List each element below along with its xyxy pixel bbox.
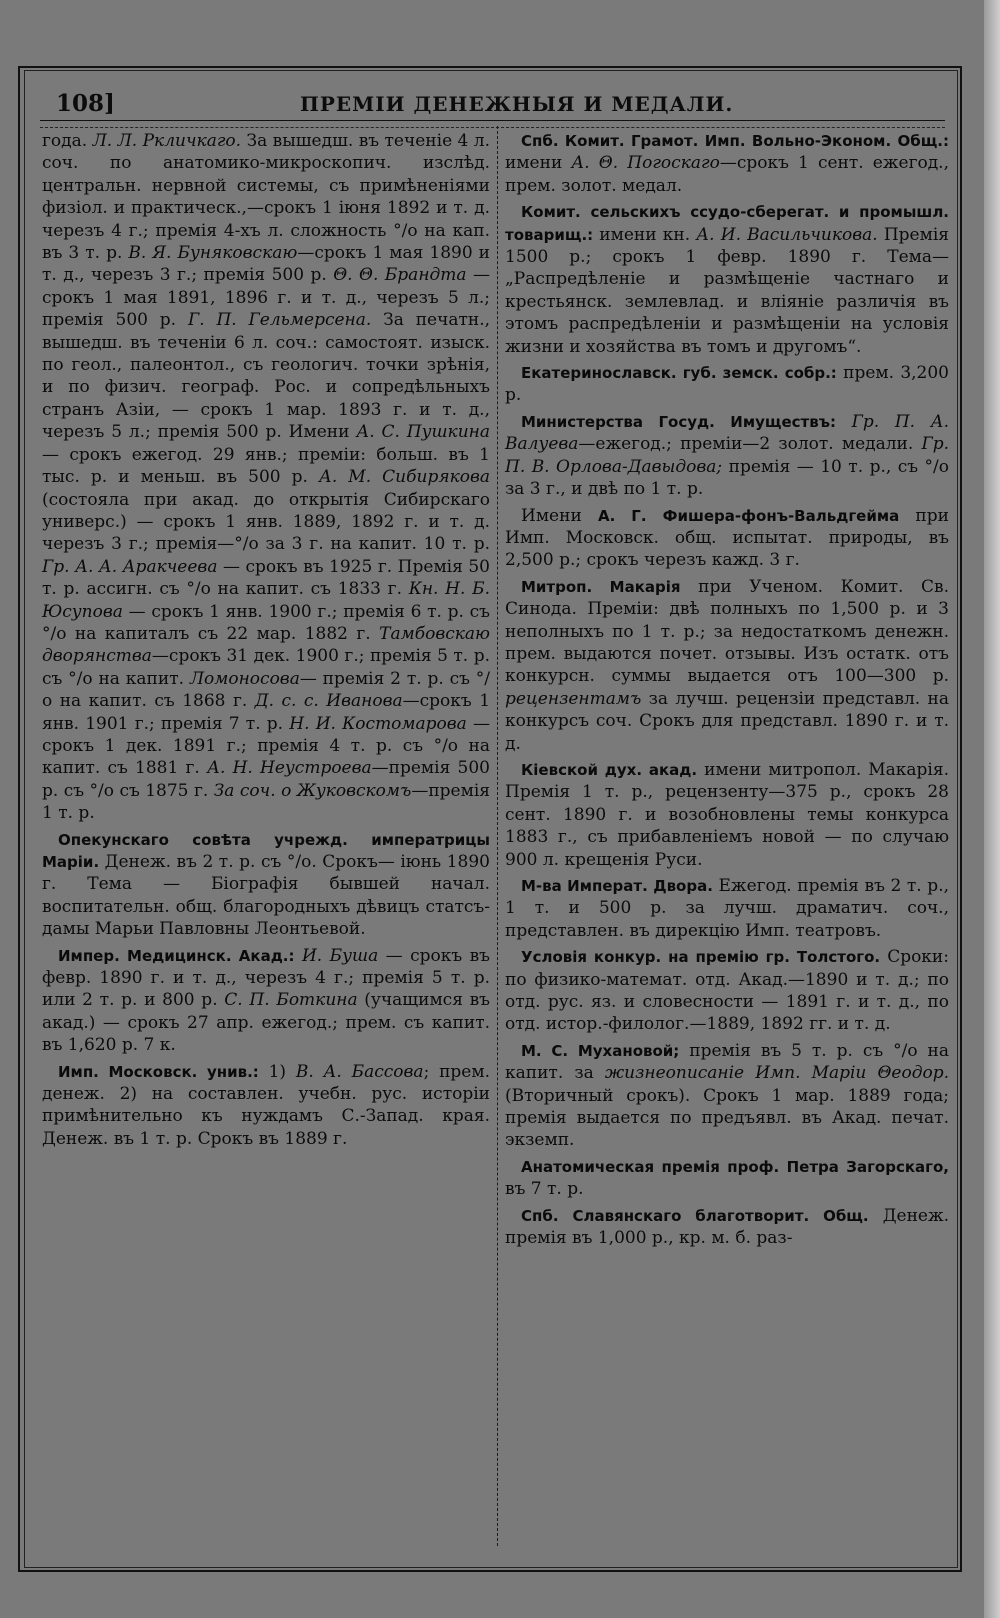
person-name: И. Буша <box>301 945 379 966</box>
person-name: Θ. Θ. Брандта <box>333 265 467 286</box>
person-name: жизнеописаніе Имп. Маріи Θеодор. <box>604 1063 949 1084</box>
person-name: А. С. Пушкина <box>356 422 490 443</box>
paragraph <box>505 576 949 755</box>
entry-heading: Имп. Московск. унив.: <box>58 1062 259 1081</box>
entry-text: — срокъ ежегод. 29 янв.; преміи: больш. въ 1 тыс. р. и меньш. въ 500 р. <box>42 444 490 488</box>
entry-text: ; прем. денеж. 2) на составлен. учебн. рус. исторіи примѣнительно къ нуждамъ С.-Запад. края. Денеж. въ 1 т. р. Срокъ въ 1889 г. <box>42 1061 490 1149</box>
paragraph <box>505 201 949 358</box>
page-number: 108] <box>56 90 115 117</box>
paragraph <box>505 1040 949 1152</box>
person-name: Гр. П. А. Валуева <box>505 411 950 455</box>
person-name: Гр. А. А. Аракчеева <box>42 556 218 577</box>
person-name: А. М. Сибирякова <box>318 467 490 488</box>
entry-text: —премія 1 т. р. <box>42 780 490 824</box>
entry-heading: Екатеринославск. губ. земск. собр.: <box>521 364 837 383</box>
entry-text: прем. 3,200 р. <box>505 363 949 406</box>
entry-text: Денеж. премія въ 1,000 р., кр. м. б. раз- <box>505 1205 950 1249</box>
person-name: Кн. Н. Б. Юсупова <box>42 579 490 622</box>
entry-text: —срокъ 1 мая 1890 и т. д., черезъ 3 г.; премія 500 р. <box>42 243 491 286</box>
right-column <box>505 130 949 1254</box>
entry-text: премія — 10 т. р., съ °/о за 3 г., и двѣ по 1 т. р. <box>505 456 949 500</box>
person-name: Д. с. с. Иванова <box>254 691 403 712</box>
paragraph <box>505 1156 949 1201</box>
paragraph <box>505 946 949 1036</box>
running-title: ПРЕМІИ ДЕНЕЖНЫЯ И МЕДАЛИ. <box>300 92 734 116</box>
entry-heading: Министерства Госуд. Имуществъ: <box>521 412 836 431</box>
entry-text: —премія 500 р. съ °/о съ 1875 г. <box>42 758 490 801</box>
entry-heading: Импер. Медицинск. Акад.: <box>58 946 295 965</box>
paragraph <box>42 1061 490 1151</box>
paragraph <box>42 945 490 1057</box>
entry-text: при Ученом. Комит. Св. Синода. Преміи: двѣ полныхъ по 1,500 р. и 3 неполныхъ по 1 т. р.; за недостаткомъ денежн. прем. выдаются почет. отзывы. Изъ остатк. отъ конкурсн. суммы выдается отъ 100—300 р. <box>505 576 950 687</box>
header-rule <box>40 120 945 128</box>
entry-text: — срокъ 1 мая 1891, 1896 г. и т. д., черезъ 5 л.; премія 500 р. <box>42 265 490 331</box>
entry-text: (Вторичный срокъ). Срокъ 1 мар. 1889 года; премія выдается по предъявл. въ Акад. печат. экземп. <box>505 1085 949 1151</box>
paragraph <box>505 411 949 501</box>
entry-text: Сроки: по физико-математ. отд. Акад.—1890 и т. д.; по отд. рус. яз. и словесности — 1891 г. и т. д., по отд. истор.-филолог.—1889, 1892 гг. и т. д. <box>505 947 949 1035</box>
entry-text: —срокъ 1 янв. 1901 г.; премія 7 т. р. <box>42 691 491 734</box>
entry-text: — премія 2 т. р. съ °/о на капит. съ 1868 г. <box>42 668 490 712</box>
person-name: Тамбовскаю дворянства <box>42 623 490 667</box>
paragraph <box>505 1205 949 1250</box>
entry-heading: Кіевской дух. акад. <box>521 760 698 779</box>
entry-text: за лучш. рецензіи представл. на конкурсъ соч. Срокъ для представл. 1890 г. и т. д. <box>505 688 949 754</box>
entry-text: Ежегод. премія въ 2 т. р., 1 т. и 500 р. за лучш. драматич. соч., представлен. въ дирекцію Имп. театровъ. <box>505 876 949 941</box>
person-name: С. П. Боткина <box>224 990 358 1011</box>
paragraph <box>505 759 949 871</box>
person-name: В. Я. Буняковскаю <box>128 243 298 264</box>
person-name: Ломоносова <box>189 668 300 689</box>
entry-text: имени митропол. Макарія. Премія 1 т. р., рецензенту—375 р., срокъ 28 сент. 1890 г. и возобновлены темы конкурса 1883 г., съ прибавленіемъ новой — по случаю 900 л. крещенія Руси. <box>505 759 949 870</box>
entry-heading: М. С. Мухановой; <box>521 1041 680 1060</box>
left-column <box>42 130 490 1154</box>
entry-text: Имени <box>521 505 598 526</box>
person-name: А. Θ. Погоскаго <box>571 153 720 174</box>
entry-text: при Имп. Московск. общ. испытат. природы, въ 2,500 р.; срокъ черезъ кажд. 3 г. <box>505 505 949 571</box>
entry-heading: Спб. Славянскаго благотворит. Общ. <box>521 1206 869 1225</box>
person-name: А. И. Васильчикова. <box>696 224 878 245</box>
entry-heading: Условія конкур. на премію гр. Толстого. <box>521 948 881 967</box>
entry-text: — срокъ въ февр. 1890 г. и т. д., черезъ 4 г.; премія 5 т. р. или 2 т. р. и 800 р. <box>42 945 490 1011</box>
entry-text: въ 7 т. р. <box>505 1179 584 1200</box>
entry-text: премія въ 5 т. р. съ °/о на капит. за <box>505 1040 949 1084</box>
entry-text <box>836 412 852 432</box>
entry-text: —срокъ 31 дек. 1900 г.; премія 5 т. р. съ °/о на капит. <box>42 646 490 689</box>
paragraph <box>505 362 949 407</box>
entry-text: — срокъ 1 дек. 1891 г.; премія 4 т. р. съ °/о на капит. съ 1881 г. <box>42 713 490 779</box>
entry-heading: Комит. сельскихъ ссудо-сберегат. и промышл. товарищ.: <box>505 203 949 244</box>
entry-text: — срокъ 1 янв. 1900 г.; премія 6 т. р. съ °/о на капиталъ съ 22 мар. 1882 г. <box>42 601 490 644</box>
entry-text: (учащимся въ акад.) — срокъ 27 апр. ежегод.; прем. съ капит. въ 1,620 р. 7 к. <box>42 990 490 1056</box>
person-name: Гр. П. В. Орлова-Давыдова; <box>505 434 949 477</box>
person-name: Н. И. Костомарова <box>289 713 467 734</box>
paragraph <box>505 130 949 197</box>
entry-heading: М-ва Императ. Двора. <box>521 877 713 895</box>
entry-text <box>295 946 302 966</box>
entry-text: —ежегод.; преміи—2 золот. медали. <box>578 434 922 455</box>
entry-heading: А. Г. Фишера-фонъ-Вальдгейма <box>597 506 900 525</box>
entry-heading: Спб. Комит. Грамот. Имп. Вольно-Эконом. Общ.: <box>521 132 949 150</box>
entry-text: (состояла при акад. до открытія Сибирскаго универс.) — срокъ 1 янв. 1889, 1892 г. и т. д. черезъ 3 г.; премія—°/о за 3 г. на капит. 10 т. р. <box>42 489 490 555</box>
running-header <box>40 84 950 120</box>
paragraph <box>42 130 490 825</box>
entry-text: Денеж. въ 2 т. р. съ °/о. Срокъ— іюнь 1890 г. Тема — Біографія бывшей начал. воспитательн. общ. благородныхъ дѣвицъ статсъ-дамы Марьи Павловны Леонтьевой. <box>42 852 490 940</box>
entry-text: —срокъ 1 сент. ежегод., прем. золот. медал. <box>505 153 949 196</box>
paragraph <box>42 829 490 941</box>
entry-text: Премія 1500 р.; срокъ 1 февр. 1890 г. Тема—„Распредѣленіе и размѣщеніе частнаго и крестьянск. землевлад. и вліяніе различія въ этомъ распредѣленіи и размѣщеніи на условія жизни и хозяйства въ томъ и другомъ“. <box>505 224 949 357</box>
column-divider <box>497 126 498 1546</box>
entry-text: имени <box>505 153 572 174</box>
person-name: Г. П. Гельмерсена. <box>187 310 372 331</box>
entry-text: 1) <box>258 1061 296 1082</box>
paragraph <box>505 875 949 942</box>
entry-heading: Опекунскаго совѣта учрежд. императрицы Маріи. <box>42 830 490 871</box>
entry-text: За вышедш. въ теченіе 4 л. соч. по анатомико-микроскопич. изслѣд. центральн. нервной системы, съ примѣненіями физіол. и практическ.,—срокъ 1 іюня 1892 и т. д. черезъ 4 г.; премія 4-хъ л. сложность °/о на кап. въ 3 т. р. <box>42 131 490 264</box>
entry-text: За печатн., вышедш. въ теченіи 6 л. соч.: самостоят. изыск. по геол., палеонтол., съ геологич. точки зрѣнія, и по физич. географ. Рос. и сопредѣльныхъ странъ Азіи, — срокъ 1 мар. 1893 г. и т. д., черезъ 5 л.; премія 500 р. Имени <box>42 310 491 443</box>
entry-text: имени кн. <box>593 224 697 245</box>
entry-text: года. <box>42 131 93 151</box>
person-name: За соч. о Жуковскомъ <box>213 780 412 801</box>
entry-text: — срокъ въ 1925 г. Премія 50 т. р. ассигн. съ °/о на капит. съ 1833 г. <box>42 556 490 600</box>
paragraph <box>505 505 949 572</box>
entry-heading: Анатомическая премія проф. Петра Загорскаго, <box>521 1157 949 1176</box>
person-name: Л. Л. Ркличкаго. <box>92 131 242 151</box>
person-name: В. А. Бассова <box>295 1061 424 1082</box>
page-edge <box>984 0 1000 1618</box>
person-name: рецензентамъ <box>505 688 642 709</box>
person-name: А. Н. Неустроева <box>207 758 372 779</box>
entry-heading: Митроп. Макарія <box>521 577 681 596</box>
